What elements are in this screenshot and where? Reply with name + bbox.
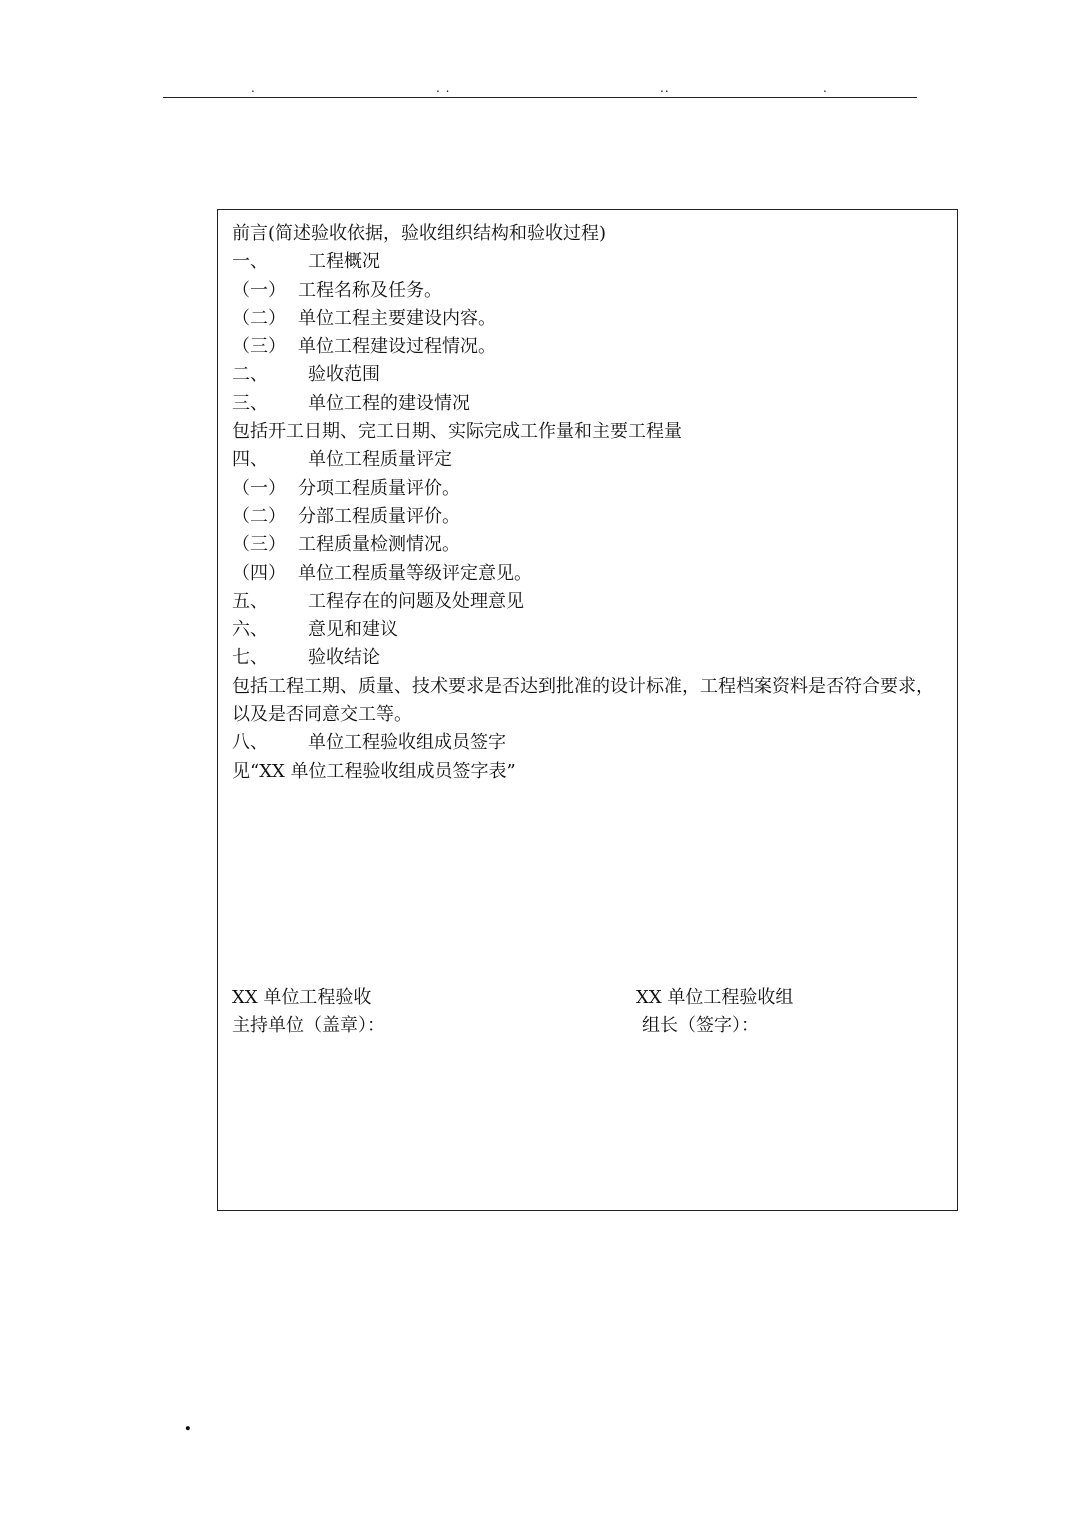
item-number: （三） (232, 336, 286, 358)
item-text: 分部工程质量评价。 (298, 505, 460, 527)
section-heading (232, 446, 944, 474)
item-number: （四） (232, 562, 286, 584)
header-dot: . (251, 81, 256, 95)
section-title: 验收范围 (308, 364, 380, 386)
header-dots (163, 80, 917, 96)
section-number: 三、 (232, 392, 268, 414)
item-text: 单位工程建设过程情况。 (298, 336, 496, 358)
item-text: 工程质量检测情况。 (298, 534, 460, 556)
header-dot: . . (436, 81, 451, 95)
item-text: 单位工程主要建设内容。 (298, 307, 496, 329)
list-item (232, 305, 944, 333)
group-leader-sign-label: 组长（签字）： (642, 1015, 759, 1037)
section-heading (232, 644, 944, 672)
section-title: 单位工程的建设情况 (308, 392, 470, 414)
section-title: 工程存在的问题及处理意见 (308, 590, 524, 612)
list-item (232, 333, 944, 361)
preface-line: 前言(简述验收依据，验收组织结构和验收过程) (232, 223, 607, 244)
host-unit-title: XX 单位工程验收 (232, 987, 372, 1008)
list-item (232, 503, 944, 531)
item-number: （二） (232, 307, 286, 329)
section-number: 八、 (232, 732, 268, 754)
section-title: 意见和建议 (308, 619, 398, 641)
section-title: 单位工程质量评定 (308, 449, 452, 471)
list-item (232, 531, 944, 559)
list-item (232, 560, 944, 588)
conclusion-note: 包括工程工期、质量、技术要求是否达到批准的设计标准，工程档案资料是否符合要求，以及是否同意交工等。 (232, 675, 934, 726)
header-rule (163, 97, 917, 98)
section-number: 一、 (232, 251, 268, 273)
footer-dot: . (184, 1410, 192, 1436)
section-heading (232, 390, 944, 418)
item-text: 分项工程质量评价。 (298, 477, 460, 499)
acceptance-report-box (217, 209, 958, 1211)
section-title: 工程概况 (308, 251, 380, 273)
section-number: 四、 (232, 449, 268, 471)
section-heading (232, 616, 944, 644)
host-unit-seal-label: 主持单位（盖章）： (232, 1015, 385, 1037)
header-dot: . (823, 81, 828, 95)
list-item (232, 475, 944, 503)
report-body (232, 220, 944, 786)
section-number: 六、 (232, 619, 268, 641)
list-item (232, 277, 944, 305)
section-title: 单位工程验收组成员签字 (308, 732, 506, 754)
item-number: （一） (232, 477, 286, 499)
section-title: 验收结论 (308, 647, 380, 669)
signature-note: 见“XX 单位工程验收组成员签字表” (232, 760, 516, 782)
construction-note: 包括开工日期、完工日期、实际完成工作量和主要工程量 (232, 421, 682, 443)
section-number: 二、 (232, 364, 268, 386)
section-number: 七、 (232, 647, 268, 669)
item-number: （一） (232, 279, 286, 301)
item-text: 单位工程质量等级评定意见。 (298, 562, 532, 584)
section-heading (232, 588, 944, 616)
item-number: （二） (232, 505, 286, 527)
acceptance-group-title: XX 单位工程验收组 (636, 987, 794, 1008)
host-unit-signature (232, 984, 385, 1041)
group-leader-signature (636, 984, 793, 1041)
section-heading (232, 729, 944, 757)
header-dot: .. (660, 81, 670, 95)
section-heading (232, 361, 944, 389)
section-heading (232, 248, 944, 276)
item-text: 工程名称及任务。 (298, 279, 442, 301)
section-number: 五、 (232, 590, 268, 612)
item-number: （三） (232, 534, 286, 556)
